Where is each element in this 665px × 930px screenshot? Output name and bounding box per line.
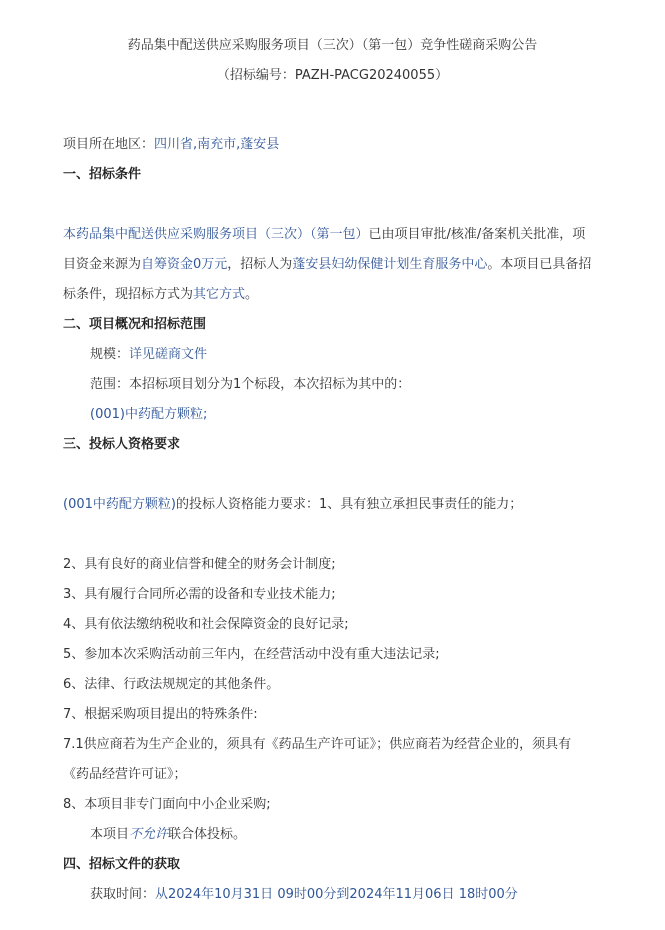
project-name: 本药品集中配送供应采购服务项目（三次）（第一包） <box>63 227 369 242</box>
location-value: 四川省,南充市,蓬安县 <box>154 137 280 152</box>
tenderer-label: ，招标人为 <box>227 257 293 272</box>
section-heading-2: 二、项目概况和招标范围 <box>63 317 207 332</box>
qualification-item-8: 8、本项目非专门面向中小企业采购; <box>63 797 271 812</box>
method-label: 。本项目已具备招标条件，现招标方式为 <box>63 257 592 302</box>
qualification-lot: (001中药配方颗粒) <box>63 497 176 512</box>
qualification-item-4: 4、具有依法缴纳税收和社会保障资金的良好记录; <box>63 617 349 632</box>
section-heading-1: 一、招标条件 <box>63 167 142 182</box>
tender-conditions-paragraph <box>63 220 593 310</box>
qualification-item-2: 2、具有良好的商业信誉和健全的财务会计制度; <box>63 557 336 572</box>
qualification-item-7: 7、根据采购项目提出的特殊条件: <box>63 707 258 722</box>
consortium-value: 不允许 <box>129 827 169 842</box>
tenderer-name: 蓬安县妇幼保健计划生育服务中心 <box>292 257 488 272</box>
fund-source: 自筹资金0万元 <box>141 257 228 272</box>
acquisition-time-line <box>90 887 518 903</box>
qualification-item-3: 3、具有履行合同所必需的设备和专业技术能力; <box>63 587 336 602</box>
period: 。 <box>245 287 259 302</box>
time-value: 从2024年10月31日 09时00分到2024年11月06日 18时00分 <box>155 887 518 902</box>
tender-method: 其它方式 <box>193 287 246 302</box>
page-title: 药品集中配送供应采购服务项目（三次）（第一包）竞争性磋商采购公告 <box>127 38 538 53</box>
scale-label: 规模： <box>90 347 130 362</box>
bid-number: （招标编号：PAZH-PACG20240055） <box>216 68 449 83</box>
approval-text: 已由项目审批/核准/备案机关批准，项目资金来源为 <box>63 227 586 272</box>
scope-line: 范围：本招标项目划分为1个标段，本次招标为其中的： <box>90 377 411 392</box>
qualification-intro-text: 的投标人资格能力要求： <box>175 497 319 512</box>
qualification-item-5: 5、参加本次采购活动前三年内，在经营活动中没有重大违法记录; <box>63 647 440 662</box>
qualification-intro <box>63 490 593 520</box>
section-heading-3: 三、投标人资格要求 <box>63 437 181 452</box>
consortium-suffix: 联合体投标。 <box>168 827 247 842</box>
section-heading-4: 四、招标文件的获取 <box>63 857 181 872</box>
project-location <box>63 137 279 153</box>
scale-line <box>90 347 207 363</box>
consortium-line <box>90 827 246 843</box>
consortium-prefix: 本项目 <box>90 827 130 842</box>
qualification-item-6: 6、法律、行政法规规定的其他条件。 <box>63 677 280 692</box>
qualification-item-7-1: 7.1供应商若为生产企业的，须具有《药品生产许可证》；供应商若为经营企业的，须具有《药品经营许可证》； <box>63 737 572 782</box>
location-label: 项目所在地区： <box>63 137 155 152</box>
qualification-item-1: 1、具有独立承担民事责任的能力； <box>318 497 523 512</box>
lot-item: (001)中药配方颗粒; <box>90 407 208 422</box>
time-label: 获取时间： <box>90 887 156 902</box>
scale-value: 详见磋商文件 <box>129 347 208 362</box>
